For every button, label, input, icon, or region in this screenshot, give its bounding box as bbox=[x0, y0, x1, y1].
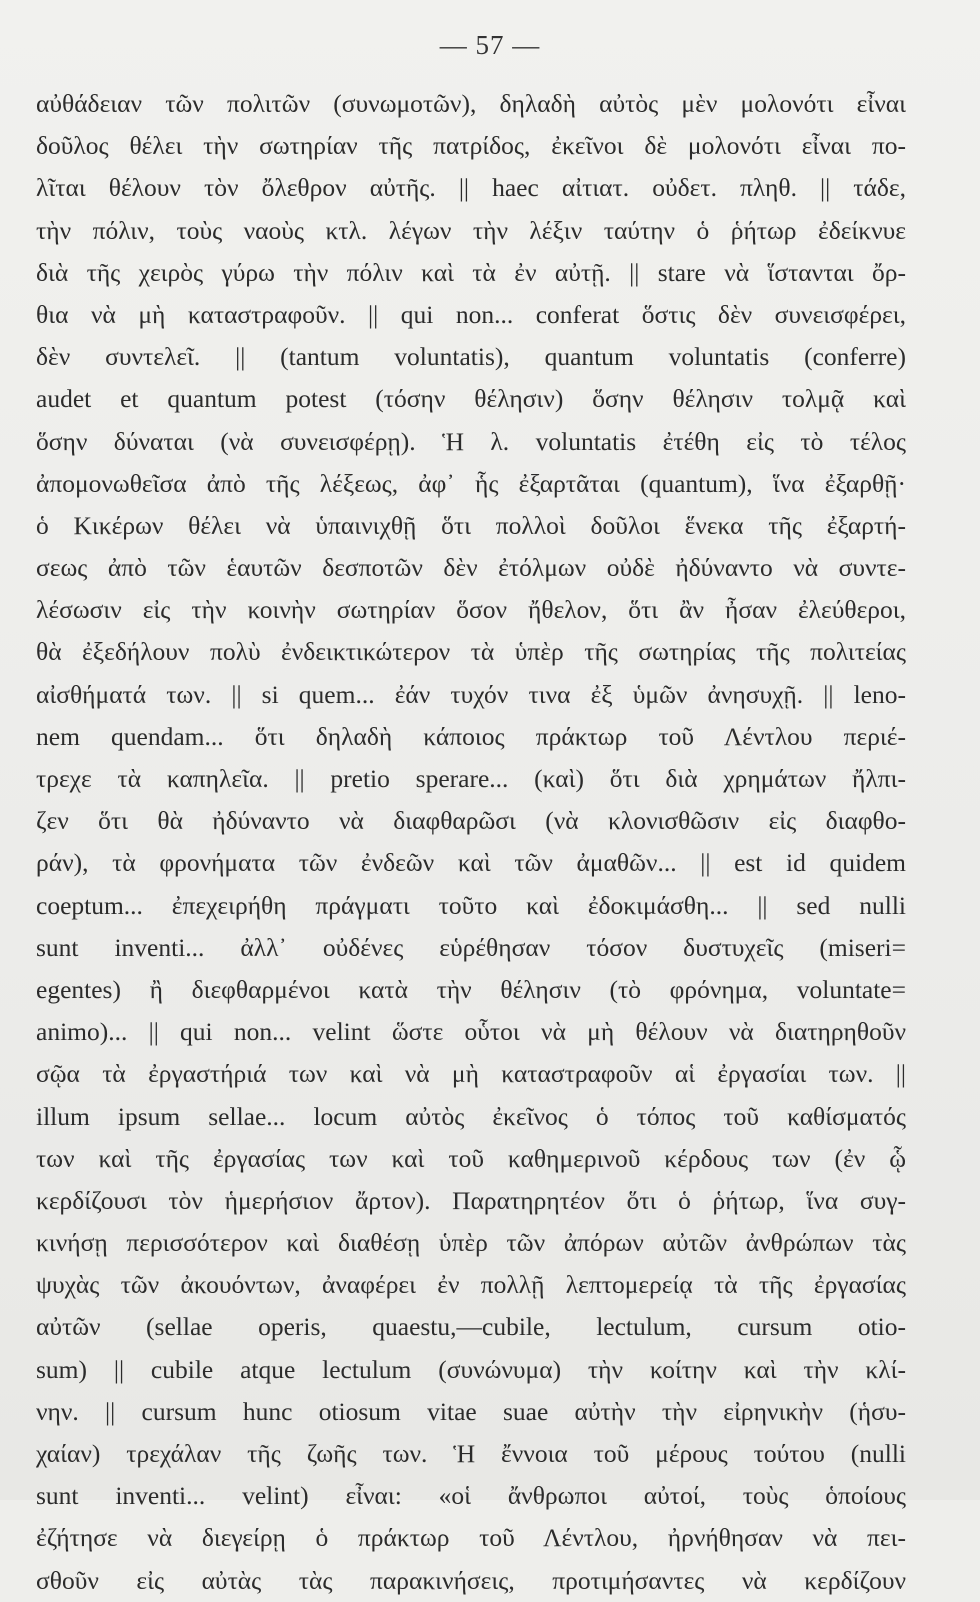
text-line: τρεχε τὰ καπηλεῖα. || pretio sperare... (καὶ) ὅτι διὰ χρημάτων ἤλπι- bbox=[36, 764, 906, 793]
text-line: δὲν συντελεῖ. || (tantum voluntatis), quantum voluntatis (conferre) bbox=[36, 342, 906, 372]
text-line: ἐζήτησε νὰ διεγείρῃ ὁ πράκτωρ τοῦ Λέντλου, ἠρνήθησαν νὰ πει- bbox=[36, 1523, 906, 1553]
text-line: λῖται θέλουν τὸν ὄλεθρον αὐτῆς. || haec αἰτιατ. οὐδετ. πληθ. || τάδε, bbox=[36, 173, 906, 203]
text-line: των καὶ τῆς ἐργασίας των καὶ τοῦ καθημερινοῦ κέρδους των (ἐν ᾧ bbox=[36, 1143, 906, 1173]
text-line: ράν), τὰ φρονήματα τῶν ἐνδεῶν καὶ τῶν ἀμαθῶν... || est id quidem bbox=[36, 848, 906, 878]
text-line: θὰ ἐξεδήλουν πολὺ ἐνδεικτικώτερον τὰ ὑπὲρ τῆς σωτηρίας τῆς πολιτείας bbox=[36, 637, 906, 667]
text-line: θια νὰ μὴ καταστραφοῦν. || qui non... conferat ὅστις δὲν συνεισφέρει, bbox=[36, 299, 906, 329]
text-line: sum) || cubile atque lectulum (συνώνυμα) τὴν κοίτην καὶ τὴν κλί- bbox=[36, 1354, 906, 1384]
body-text bbox=[36, 83, 906, 1602]
text-line: ψυχὰς τῶν ἀκουόντων, ἀναφέρει ἐν πολλῇ λεπτομερείᾳ τὰ τῆς ἐργασίας bbox=[36, 1270, 906, 1300]
text-line: κινήσῃ περισσότερον καὶ διαθέσῃ ὑπὲρ τῶν ἀπόρων αὐτῶν ἀνθρώπων τὰς bbox=[36, 1228, 906, 1258]
text-line: egentes) ἢ διεφθαρμένοι κατὰ τὴν θέλησιν (τὸ φρόνημα, voluntate= bbox=[36, 974, 906, 1004]
text-line: κερδίζουσι τὸν ἡμερήσιον ἄρτον). Παρατηρητέον ὅτι ὁ ῥήτωρ, ἵνα συγ- bbox=[36, 1185, 906, 1215]
text-line: αὐθάδειαν τῶν πολιτῶν (συνωμοτῶν), δηλαδὴ αὐτὸς μὲν μολονότι εἶναι bbox=[36, 89, 906, 118]
text-line: animo)... || qui non... velint ὥστε οὗτοι νὰ μὴ θέλουν νὰ διατηρηθοῦν bbox=[36, 1017, 906, 1047]
text-line: audet et quantum potest (τόσην θέλησιν) ὅσην θέλησιν τολμᾷ καὶ bbox=[36, 384, 906, 414]
text-line: ὁ Κικέρων θέλει νὰ ὑπαινιχθῇ ὅτι πολλοὶ δοῦλοι ἕνεκα τῆς ἐξαρτή- bbox=[36, 510, 906, 540]
text-line: ἀπομονωθεῖσα ἀπὸ τῆς λέξεως, ἀφ᾽ ἧς ἐξαρτᾶται (quantum), ἵνα ἐξαρθῇ· bbox=[36, 468, 906, 498]
text-line: νην. || cursum hunc otiosum vitae suae αὐτὴν τὴν εἰρηνικὴν (ἡσυ- bbox=[36, 1396, 906, 1426]
text-line: coeptum... ἐπεχειρήθη πράγματι τοῦτο καὶ ἐδοκιμάσθη... || sed nulli bbox=[36, 890, 906, 920]
text-line: τὴν πόλιν, τοὺς ναοὺς κτλ. λέγων τὴν λέξιν ταύτην ὁ ῥήτωρ ἐδείκνυε bbox=[36, 215, 906, 245]
text-line: διὰ τῆς χειρὸς γύρω τὴν πόλιν καὶ τὰ ἐν αὐτῇ. || stare νὰ ἵστανται ὄρ- bbox=[36, 257, 906, 287]
text-line: illum ipsum sellae... locum αὐτὸς ἐκεῖνος ὁ τόπος τοῦ καθίσματός bbox=[36, 1101, 906, 1131]
text-line: nem quendam... ὅτι δηλαδὴ κάποιος πράκτωρ τοῦ Λέντλου περιέ- bbox=[36, 721, 906, 751]
text-line: ὅσην δύναται (νὰ συνεισφέρῃ). Ἡ λ. voluntatis ἐτέθη εἰς τὸ τέλος bbox=[36, 426, 906, 456]
text-line: σθοῦν εἰς αὐτὰς τὰς παρακινήσεις, προτιμήσαντες νὰ κερδίζουν bbox=[36, 1565, 906, 1595]
text-line: σεως ἀπὸ τῶν ἑαυτῶν δεσποτῶν δὲν ἐτόλμων οὐδὲ ἠδύναντο νὰ συντε- bbox=[36, 553, 906, 583]
text-line: λέσωσιν εἰς τὴν κοινὴν σωτηρίαν ὅσον ἤθελον, ὅτι ἂν ἦσαν ἐλεύθεροι, bbox=[36, 595, 906, 625]
text-line: σῷα τὰ ἐργαστήριά των καὶ νὰ μὴ καταστραφοῦν αἱ ἐργασίαι των. || bbox=[36, 1059, 906, 1089]
text-line: αἰσθήματά των. || si quem... ἐάν τυχόν τινα ἐξ ὑμῶν ἀνησυχῇ. || leno- bbox=[36, 679, 906, 709]
text-line: ζεν ὅτι θὰ ἠδύναντο νὰ διαφθαρῶσι (νὰ κλονισθῶσιν εἰς διαφθο- bbox=[36, 806, 906, 836]
text-line: χαίαν) τρεχάλαν τῆς ζωῆς των. Ἡ ἔννοια τοῦ μέρους τούτου (nulli bbox=[36, 1439, 906, 1468]
text-line: δοῦλος θέλει τὴν σωτηρίαν τῆς πατρίδος, ἐκεῖνοι δὲ μολονότι εἶναι πο- bbox=[36, 131, 906, 161]
page-number: — 57 — bbox=[439, 30, 541, 60]
text-line: αὐτῶν (sellae operis, quaestu,—cubile, lectulum, cursum otio- bbox=[36, 1312, 906, 1342]
text-line: sunt inventi... velint) εἶναι: «οἱ ἄνθρωποι αὐτοί, τοὺς ὁποίους bbox=[36, 1481, 906, 1511]
text-line: sunt inventi... ἀλλ᾽ οὐδένες εὑρέθησαν τόσον δυστυχεῖς (miseri= bbox=[36, 932, 906, 962]
